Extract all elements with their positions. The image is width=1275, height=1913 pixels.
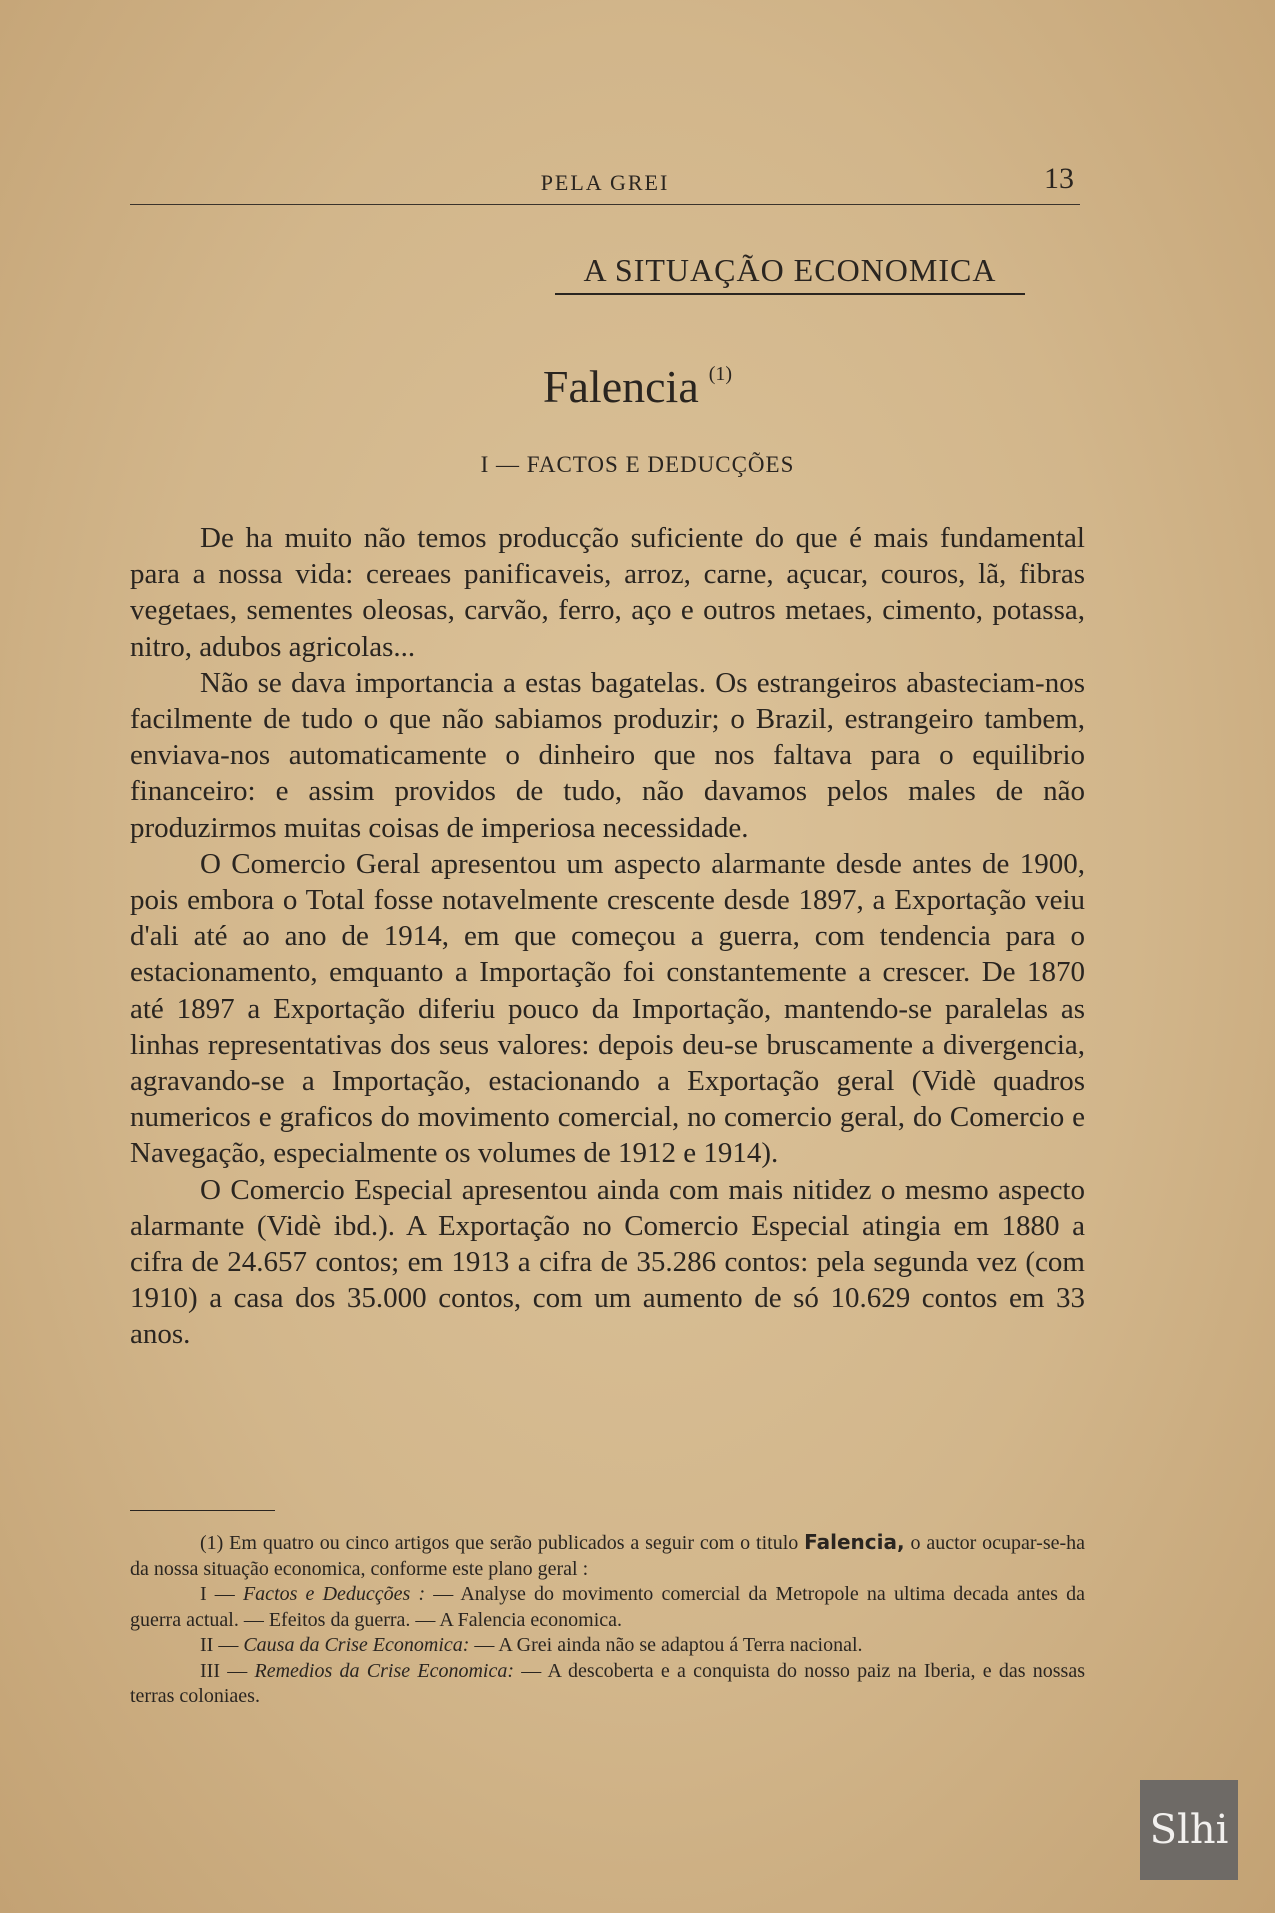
- footnote-1-start: (1) Em quatro ou cinco artigos que serão publicados a seguir com o titulo: [200, 1532, 799, 1554]
- footnotes: [130, 1530, 1085, 1710]
- footnote-item-2-number: II —: [200, 1634, 239, 1656]
- footnote-1-bold-title: Falencia,: [804, 1530, 905, 1554]
- footnote-item-2: [130, 1633, 1085, 1659]
- footnote-item-2-text: — A Grei ainda não se adaptou á Terra nacional.: [474, 1634, 863, 1656]
- page-number: 13: [1044, 162, 1074, 195]
- paragraph-4: O Comercio Especial apresentou ainda com mais nitidez o mesmo aspecto alarmante (Vidè ibd.). A Exportação no Comercio Especial atingia em 1880 a cifra de 24.657 contos; em 1913 a cifra de 35.286 contos: pela segunda vez (com 1910) a casa dos 35.000 contos, com um aumento de só 10.629 contos em 33 anos.: [130, 1173, 1085, 1351]
- body-text: [130, 520, 1085, 1353]
- footnote-item-3-title: Remedios da Crise Economica:: [254, 1659, 515, 1682]
- running-title: PELA GREI: [540, 170, 670, 195]
- article-title: [0, 360, 1275, 413]
- paragraph-2: Não se dava importancia a estas bagatelas. Os estrangeiros abasteciam-nos facilmente de tudo o que não sabiamos produzir; o Brazil, estrangeiro tambem, enviava-nos automaticamente o dinheiro que nos faltava para o equilibrio financeiro: e assim providos de tudo, não davamos pelos males de não produzirmos muitas coisas de imperiosa necessidade.: [130, 666, 1085, 844]
- paragraph-1: De ha muito não temos producção suficiente do que é mais fundamental para a nossa vida: cereaes panificaveis, arroz, carne, açucar, couros, lã, fibras vegetaes, sementes oleosas, carvão, ferro, aço e outros metaes, cimento, potassa, nitro, adubos agricolas...: [130, 522, 1085, 663]
- footnote-item-1-text: — Analyse do movimento comercial da Metropole na ultima decada antes da guerra actual. — Efeitos da guerra. — A Falencia economica.: [130, 1583, 1085, 1631]
- footnote-item-2-title: Causa da Crise Economica:: [243, 1634, 470, 1656]
- paragraph-3: O Comercio Geral apresentou um aspecto alarmante desde antes de 1900, pois embora o Total fosse notavelmente crescente desde 1897, a Exportação veiu d'ali até ao ano de 1914, em que começou a guerra, com tendencia para o estacionamento, emquanto a Importação foi constantemente a crescer. De 1870 até 1897 a Exportação diferiu pouco da Importação, mantendo-se paralelas as linhas representativas dos seus valores: depois deu-se bruscamente a divergencia, agravando-se a Importação, estacionando a Exportação geral (Vidè quadros numericos e graficos do movimento comercial, no comercio geral, do Comercio e Navegação, especialmente os volumes de 1912 e 1914).: [130, 847, 1085, 1170]
- footnote-divider: [130, 1510, 275, 1511]
- footnote-item-3-text: — A descoberta e a conquista do nosso paiz na Iberia, e das nossas terras coloniaes.: [130, 1659, 1086, 1707]
- footnote-item-3-number: III —: [200, 1659, 248, 1682]
- footnote-reference[interactable]: (1): [708, 363, 733, 385]
- section-title: A SITUAÇÃO ECONOMICA: [555, 252, 1025, 295]
- footnote-item-1: [130, 1582, 1085, 1633]
- footnote-item-1-title: Factos e Deducções :: [242, 1583, 426, 1605]
- subsection-title: I — FACTOS E DEDUCÇÕES: [480, 452, 795, 477]
- library-stamp-logo: Slhi: [1140, 1780, 1238, 1880]
- footnote-item-1-number: I —: [200, 1583, 235, 1605]
- article-title-text: Falencia: [542, 361, 699, 412]
- footnote-1: [130, 1530, 1085, 1582]
- footnote-1-end: o auctor ocupar-se-ha da nossa situação economica, conforme este plano geral :: [130, 1532, 1086, 1580]
- running-header: [130, 160, 1080, 205]
- footnote-item-3: [130, 1659, 1085, 1710]
